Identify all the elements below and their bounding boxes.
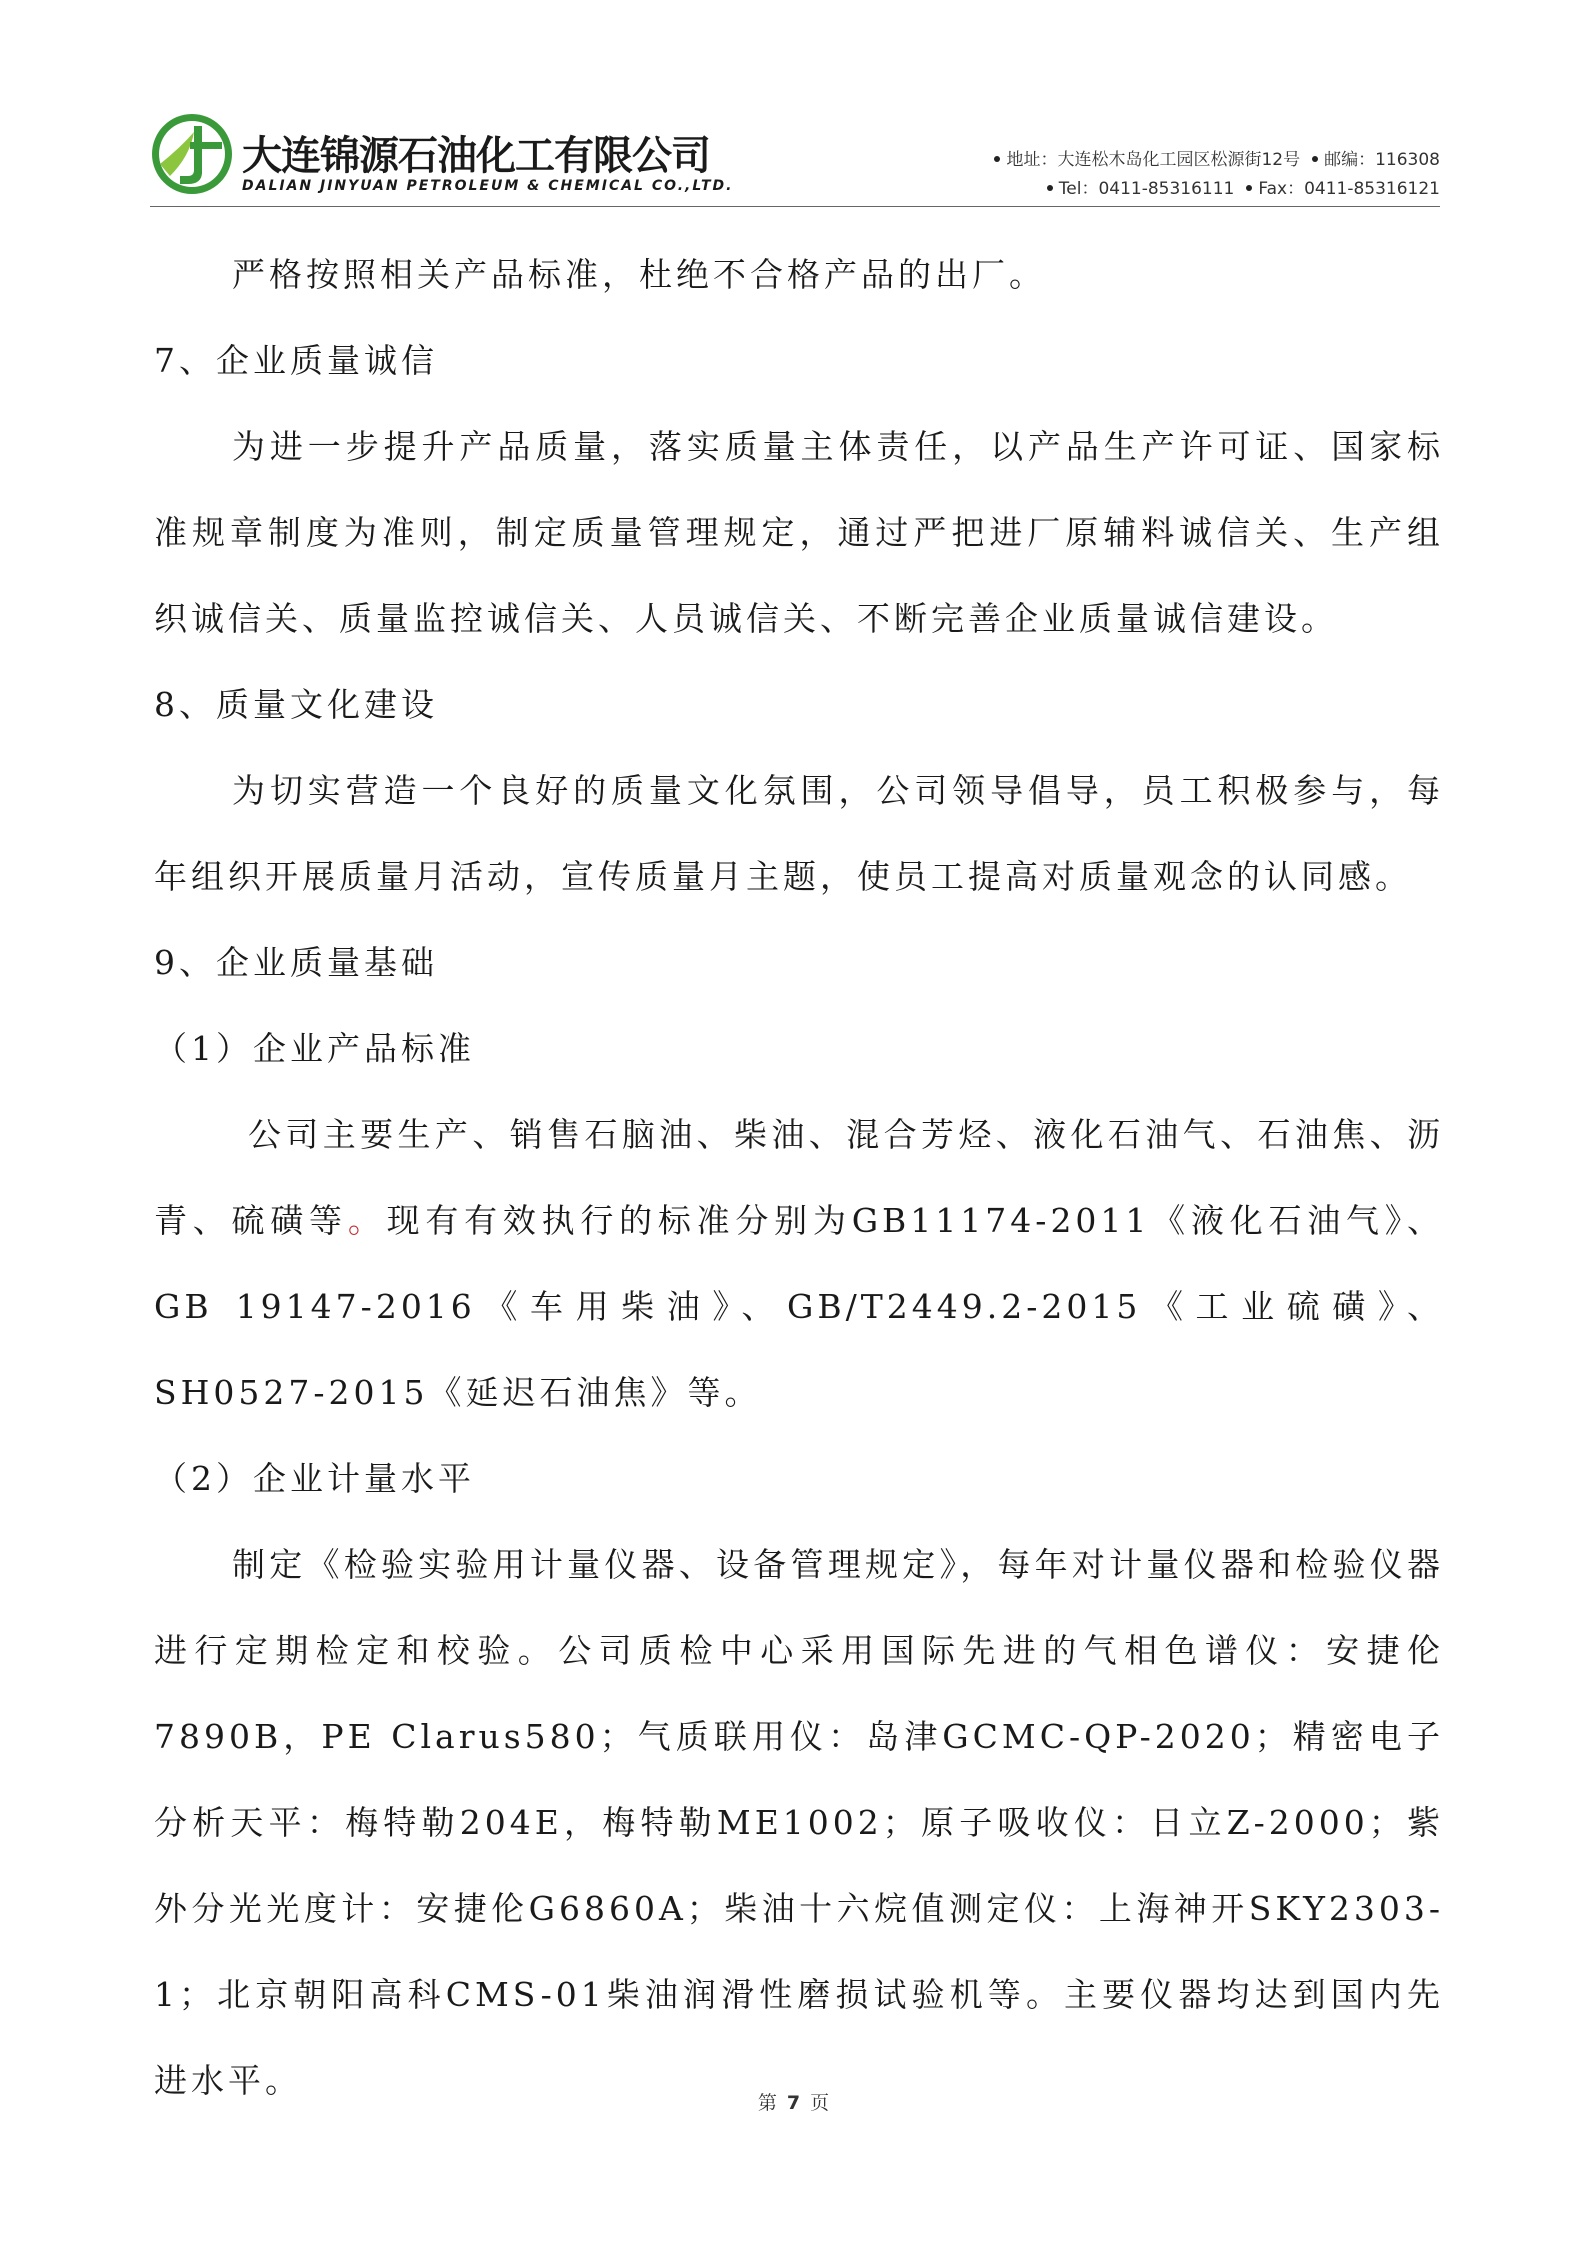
address: 地址：大连松木岛化工园区松源街12号 (1006, 150, 1301, 170)
telephone: Tel：0411-85316111 (1058, 179, 1235, 199)
section-heading-9: 9、企业质量基础 (154, 943, 438, 982)
postcode: 邮编：116308 (1324, 150, 1440, 170)
phone-row (982, 175, 1440, 204)
section-heading-8: 8、质量文化建设 (154, 685, 438, 724)
paragraph-text: 公司主要生产、销售石脑油、柴油、混合芳烃、液化石油气、石油焦、沥青、硫磺等 (154, 1115, 1444, 1240)
bullet-icon (1047, 185, 1053, 191)
page-suffix: 页 (810, 2092, 830, 2114)
bullet-icon (1246, 185, 1252, 191)
page-number (0, 2088, 1587, 2115)
bullet-icon (994, 156, 1000, 162)
document-body (154, 232, 1444, 2124)
red-punctuation: 。 (347, 1201, 387, 1240)
company-logo-icon (150, 112, 234, 196)
page-number-value: 7 (786, 2092, 801, 2114)
company-name-en: DALIAN JINYUAN PETROLEUM & CHEMICAL CO.,LTD. (242, 178, 734, 194)
subsection-heading-metrology: （2）企业计量水平 (154, 1459, 475, 1498)
section-heading-7: 7、企业质量诚信 (154, 341, 438, 380)
fax: Fax：0411-85316121 (1258, 179, 1440, 199)
paragraph: 为进一步提升产品质量，落实质量主体责任，以产品生产许可证、国家标准规章制度为准则，制定质量管理规定，通过严把进厂原辅料诚信关、生产组织诚信关、质量监控诚信关、人员诚信关、不断完善企业质量诚信建设。 (154, 427, 1444, 638)
contact-info (982, 146, 1440, 204)
page-prefix: 第 (757, 2092, 777, 2114)
address-row (982, 146, 1440, 175)
header-divider (150, 206, 1440, 207)
paragraph: 严格按照相关产品标准，杜绝不合格产品的出厂。 (232, 255, 1046, 294)
paragraph (154, 1092, 1444, 1436)
paragraph-text: 现有有效执行的标准分别为GB11174-2011《液化石油气》、GB 19147-2016《车用柴油》、GB/T2449.2-2015《工业硫磺》、SH0527-2015《延迟石油焦》等。 (154, 1201, 1445, 1412)
paragraph: 制定《检验实验用计量仪器、设备管理规定》，每年对计量仪器和检验仪器进行定期检定和校验。公司质检中心采用国际先进的气相色谱仪：安捷伦7890B，PE Clarus580；气质联用仪：岛津GCMC-QP-2020；精密电子分析天平：梅特勒204E，梅特勒ME1002；原子吸收仪：日立Z-2000；紫外分光光度计：安捷伦G6860A；柴油十六烷值测定仪：上海神开SKY2303-1；北京朝阳高科CMS-01柴油润滑性磨损试验机等。主要仪器均达到国内先进水平。 (154, 1545, 1444, 2100)
company-name-cn: 大连锦源石油化工有限公司 (242, 133, 710, 179)
letterhead (150, 112, 1440, 202)
paragraph: 为切实营造一个良好的质量文化氛围，公司领导倡导，员工积极参与，每年组织开展质量月活动，宣传质量月主题，使员工提高对质量观念的认同感。 (154, 771, 1444, 896)
subsection-heading-product-standards: （1）企业产品标准 (154, 1029, 475, 1068)
bullet-icon (1312, 156, 1318, 162)
